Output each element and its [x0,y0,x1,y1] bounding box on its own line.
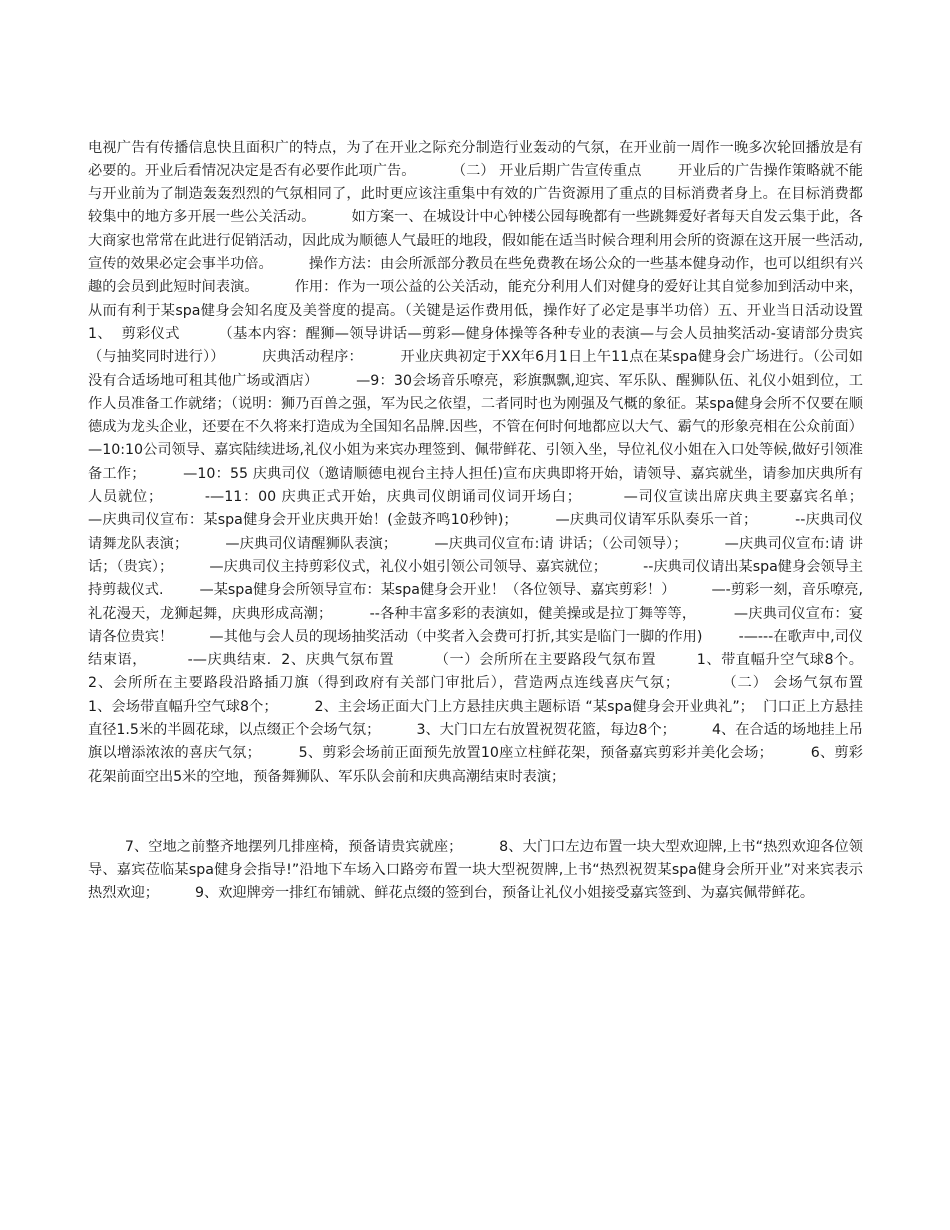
document-body [88,90,900,929]
document-paragraph-2: 7、空地之前整齐地摆列几排座椅，预备请贵宾就座； 8、大门口左边布置一块大型欢迎牌,上书“热烈欢迎各位领导、嘉宾莅临某spa健身会指导!”沿地下车场入口路旁布置一块大型祝贺牌,上书“热烈祝贺某spa健身会所开业”对来宾表示热烈欢迎； 9、欢迎牌旁一排红布铺就、鲜花点缀的签到台，预备让礼仪小姐接受嘉宾签到、为嘉宾佩带鲜花。 [88,838,863,902]
document-paragraph-1: 电视广告有传播信息快且面积广的特点，为了在开业之际充分制造行业轰动的气氛，在开业前一周作一晚多次轮回播放是有必要的。开业后看情况决定是否有必要作此项广告。 （二） 开业后期广告宣传重点 开业后的广告操作策略就不能与开业前为了制造轰轰烈烈的气氛相同了，此时更应该注重集中有效的广告资源用了重点的目标消费者身上。在目标消费都较集中的地方多开展一些公关活动。 如方案一、在城设计中心钟楼公园每晚都有一些跳舞爱好者每天自发云集于此，各大商家也常常在此进行促销活动，因此成为顺德人气最旺的地段，假如能在适当时候合理利用会所的资源在这开展一些活动,宣传的效果必定会事半功倍。 操作方法：由会所派部分教员在些免费教在场公众的一些基本健身动作，也可以组织有兴趣的会员到此短时间表演。 作用：作为一项公益的公关活动，能充分利用人们对健身的爱好让其自觉参加到活动中来，从而有利于某spa健身会知名度及美誉度的提高。（关键是运作费用低，操作好了必定是事半功倍）五、开业当日活动设置1、 剪彩仪式 （基本内容：醒狮—领导讲话—剪彩—健身体操等各种专业的表演—与会人员抽奖活动-宴请部分贵宾（与抽奖同时进行）） 庆典活动程序： 开业庆典初定于XX年6月1日上午11点在某spa健身会广场进行。（公司如没有合适场地可租其他广场或酒店） —9：30会场音乐嘹亮，彩旗飘飘,迎宾、军乐队、醒狮队伍、礼仪小姐到位，工作人员准备工作就绪；（说明：狮乃百兽之强，军为民之依望，二者同时也为刚强及气概的象征。某spa健身会所不仅要在顺德成为龙头企业，还要在不久将来打造成为全国知名品牌.因些，不管在何时何地都应以大气、霸气的形象亮相在公众前面） —10:10公司领导、嘉宾陆续进场,礼仪小姐为来宾办理签到、佩带鲜花、引领入坐，导位礼仪小姐在入口处等候,做好引领准备工作； —10：55 庆典司仪（邀请顺德电视台主持人担任)宣布庆典即将开始，请领导、嘉宾就坐，请参加庆典所有人员就位； -—11：00 庆典正式开始，庆典司仪朗诵司仪词开场白； —司仪宣读出席庆典主要嘉宾名单； —庆典司仪宣布：某spa健身会开业庆典开始！(金鼓齐鸣10秒钟)； —庆典司仪请军乐队奏乐一首； --庆典司仪请舞龙队表演； —庆典司仪请醒狮队表演； —庆典司仪宣布:请 讲话；（公司领导）； —庆典司仪宣布:请 讲话；（贵宾）； —庆典司仪主持剪彩仪式，礼仪小姐引领公司领导、嘉宾就位； --庆典司仪请出某spa健身会领导主持剪裁仪式. —某spa健身会所领导宣布：某spa健身会开业！（各位领导、嘉宾剪彩！） —-剪彩一刻，音乐嘹亮,礼花漫天，龙狮起舞，庆典形成高潮； --各种丰富多彩的表演如，健美操或是拉丁舞等等， —庆典司仪宣布：宴请各位贵宾！ —其他与会人员的现场抽奖活动（中奖者入会费可打折,其实是临门一脚的作用) -—---在歌声中,司仪结束语， -—庆典结束. 2、庆典气氛布置 （一）会所所在主要路段气氛布置 1、带直幅升空气球8个。 2、会所所在主要路段沿路插刀旗（得到政府有关部门审批后），营造两点连线喜庆气氛； （二） 会场气氛布置 1、会场带直幅升空气球8个； 2、主会场正面大门上方悬挂庆典主题标语 “某spa健身会开业典礼”； 门口正上方悬挂直径1.5米的半圆花球，以点缀正个会场气氛； 3、大门口左右放置祝贺花篮，每边8个； 4、在合适的场地挂上吊旗以增添浓浓的喜庆气氛； 5、剪彩会场前正面预先放置10座立柱鲜花架，预备嘉宾剪彩并美化会场； 6、剪彩花架前面空出5米的空地，预备舞狮队、军乐队会前和庆典高潮结束时表演； [88,139,900,785]
